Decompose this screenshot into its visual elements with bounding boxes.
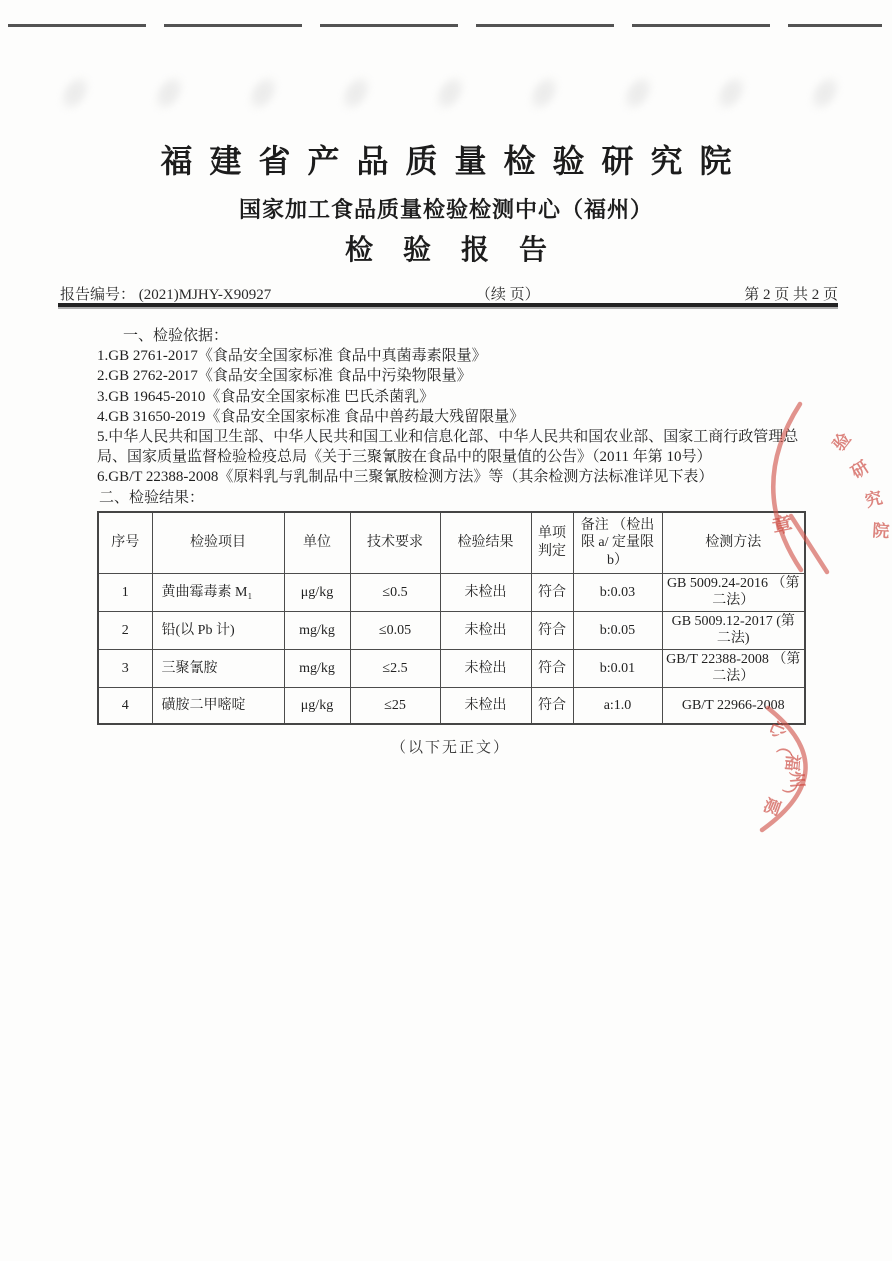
- basis-item: 3.GB 19645-2010《食品安全国家标准 巴氏杀菌乳》: [97, 388, 435, 405]
- cell-unit: μg/kg: [284, 573, 350, 611]
- cell-method: GB 5009.12-2017 (第二法): [662, 611, 805, 649]
- basis-item: 6.GB/T 22388-2008《原料乳与乳制品中三聚氰胺检测方法》等（其余检测方法标准详见下表）: [97, 469, 714, 486]
- cell-result: 未检出: [440, 649, 531, 687]
- cell-remark: b:0.03: [573, 573, 662, 611]
- cell-item: 磺胺二甲嘧啶: [152, 687, 284, 724]
- cell-method: GB 5009.24-2016 （第二法）: [662, 573, 805, 611]
- cell-seq: 4: [98, 687, 152, 724]
- top-seal-char: 章: [770, 513, 795, 539]
- table-header-cell: 检验结果: [440, 512, 531, 574]
- cell-judgement: 符合: [531, 687, 573, 724]
- basis-item: 5.中华人民共和国卫生部、中华人民共和国工业和信息化部、中华人民共和国农业部、国家工商行政管理总局、国家质量监督检验检疫总局《关于三聚氰胺在食品中的限量值的公告》（2011 年第 10号）: [97, 429, 799, 466]
- cell-result: 未检出: [440, 611, 531, 649]
- table-row: [98, 687, 805, 724]
- cell-remark: b:0.05: [573, 611, 662, 649]
- cell-requirement: ≤2.5: [350, 649, 440, 687]
- cell-requirement: ≤25: [350, 687, 440, 724]
- cell-requirement: ≤0.05: [350, 611, 440, 649]
- scan-artifact-line: [8, 24, 882, 27]
- table-row: [98, 611, 805, 649]
- page-indicator: 第 2 页 共 2 页: [744, 287, 838, 303]
- top-seal-char: 究: [863, 488, 885, 511]
- basis-item: 1.GB 2761-2017《食品安全国家标准 食品中真菌毒素限量》: [97, 348, 487, 365]
- continuation-note: （续 页）: [475, 287, 540, 303]
- cell-unit: μg/kg: [284, 687, 350, 724]
- cell-seq: 1: [98, 573, 152, 611]
- results-table: [97, 511, 806, 726]
- basis-list: [97, 346, 804, 487]
- table-row: [98, 573, 805, 611]
- report-no-value: (2021)MJHY-X90927: [138, 287, 272, 303]
- bottom-seal-char: ）: [779, 783, 804, 806]
- cell-result: 未检出: [440, 687, 531, 724]
- cell-result: 未检出: [440, 573, 531, 611]
- table-header-cell: 单位: [284, 512, 350, 574]
- cell-judgement: 符合: [531, 611, 573, 649]
- closing-note: （以下无正文）: [390, 740, 510, 757]
- institute-title: 福建省产品质量检验研究院: [160, 143, 749, 179]
- cell-seq: 3: [98, 649, 152, 687]
- results-heading: 二、检验结果：: [99, 489, 205, 506]
- basis-item: 4.GB 31650-2019《食品安全国家标准 食品中兽药最大残留限量》: [97, 408, 525, 425]
- table-header-cell: 技术要求: [350, 512, 440, 574]
- report-header-line: [60, 283, 838, 304]
- scan-ghost-marks: [55, 64, 845, 122]
- cell-requirement: ≤0.5: [350, 573, 440, 611]
- cell-remark: b:0.01: [573, 649, 662, 687]
- bottom-seal-char: 测: [760, 795, 784, 820]
- cell-judgement: 符合: [531, 649, 573, 687]
- table-header-cell: 序号: [98, 512, 152, 574]
- cell-unit: mg/kg: [284, 611, 350, 649]
- table-row: [98, 649, 805, 687]
- bottom-seal-char: 州: [786, 770, 807, 789]
- report-title: 检验报告: [344, 234, 577, 265]
- top-seal-char: 研: [847, 457, 873, 483]
- bottom-seal-char: 福: [782, 753, 803, 772]
- header-rule: [58, 303, 838, 307]
- basis-item: 2.GB 2762-2017《食品安全国家标准 食品中污染物限量》: [97, 368, 472, 385]
- cell-method: GB/T 22388-2008 （第二法）: [662, 649, 805, 687]
- cell-judgement: 符合: [531, 573, 573, 611]
- cell-item: 铅(以 Pb 计): [152, 611, 284, 649]
- top-seal-char: 院: [871, 521, 891, 542]
- table-header-cell: 备注 （检出限 a/ 定量限 b）: [573, 512, 662, 574]
- table-header-cell: 检测方法: [662, 512, 805, 574]
- bottom-seal-char: （: [773, 735, 797, 757]
- cell-remark: a:1.0: [573, 687, 662, 724]
- cell-item: 黄曲霉毒素 M₁: [152, 573, 284, 611]
- cell-method: GB/T 22966-2008: [662, 687, 805, 724]
- table-header-cell: 检验项目: [152, 512, 284, 574]
- cell-seq: 2: [98, 611, 152, 649]
- bottom-seal-char: 心: [765, 717, 790, 741]
- basis-heading: 一、检验依据：: [123, 328, 229, 344]
- table-header-cell: 单项判定: [531, 512, 573, 574]
- table-header-row: [98, 512, 805, 574]
- center-title: 国家加工食品质量检验检测中心（福州）: [238, 197, 653, 222]
- cell-item: 三聚氰胺: [152, 649, 284, 687]
- cell-unit: mg/kg: [284, 649, 350, 687]
- report-body: [97, 326, 804, 759]
- top-seal-char: 验: [829, 429, 855, 455]
- report-no-label: 报告编号：: [60, 287, 136, 303]
